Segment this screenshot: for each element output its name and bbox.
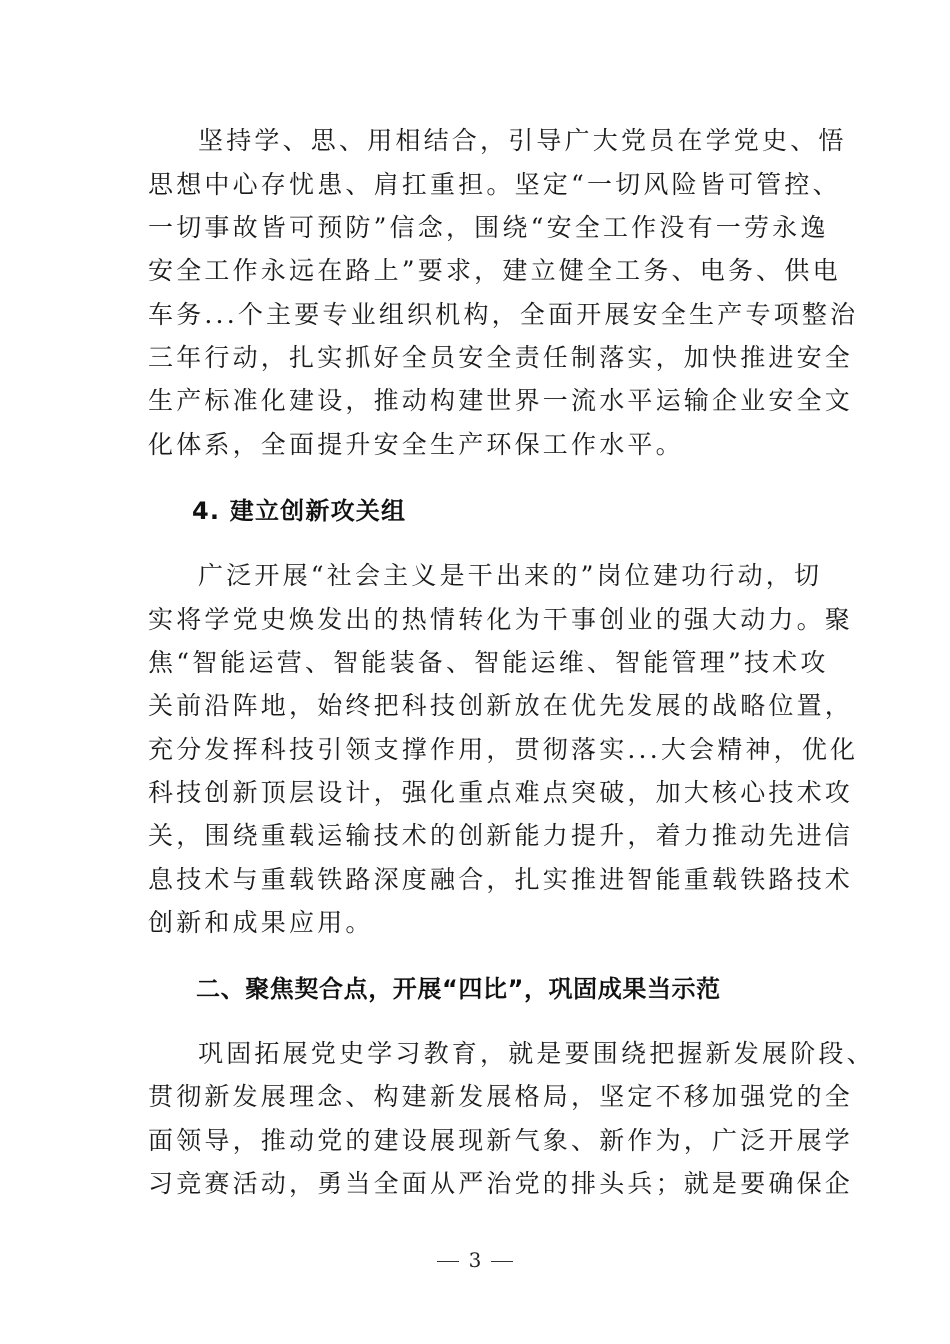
text-line: 面领导，推动党的建设展现新气象、新作为，广泛开展学	[148, 1126, 854, 1155]
text-line: 关前沿阵地，始终把科技创新放在优先发展的战略位置，	[148, 691, 854, 720]
text-line: 一切事故皆可预防”信念，围绕“安全工作没有一劳永逸	[148, 213, 829, 242]
page-number-dash-left	[437, 1261, 459, 1262]
text-line: 巩固拓展党史学习教育，就是要围绕把握新发展阶段、	[198, 1039, 875, 1068]
text-line: 实将学党史焕发出的热情转化为干事创业的强大动力。聚	[148, 605, 854, 634]
text-line: 化体系，全面提升安全生产环保工作水平。	[148, 430, 684, 459]
text-line: 习竞赛活动，勇当全面从严治党的排头兵；就是要确保企	[148, 1169, 854, 1198]
page-number-dash-right	[491, 1261, 513, 1262]
text-line: 贯彻新发展理念、构建新发展格局，坚定不移加强党的全	[148, 1082, 854, 1111]
text-line: 安全工作永远在路上”要求，建立健全工务、电务、供电	[148, 256, 841, 285]
text-line: 关，围绕重载运输技术的创新能力提升，着力推动先进信	[148, 821, 854, 850]
subsection-heading: 4. 建立创新攻关组	[192, 497, 407, 525]
text-line: 科技创新顶层设计，强化重点难点突破，加大核心技术攻	[148, 778, 854, 807]
text-line: 生产标准化建设，推动构建世界一流水平运输企业安全文	[148, 386, 854, 415]
text-line: 广泛开展“社会主义是干出来的”岗位建功行动，切	[198, 561, 823, 590]
text-line: 创新和成果应用。	[148, 908, 374, 937]
text-line: 车务...个主要专业组织机构，全面开展安全生产专项整治	[148, 300, 859, 329]
page-number	[0, 1247, 950, 1273]
text-line: 焦“智能运营、智能装备、智能运维、智能管理”技术攻	[148, 648, 829, 677]
section-heading: 二、聚焦契合点，开展“四比”，巩固成果当示范	[196, 975, 721, 1003]
text-line: 充分发挥科技引领支撑作用，贯彻落实...大会精神，优化	[148, 735, 859, 764]
page-number-value: 3	[468, 1248, 482, 1272]
text-line: 思想中心存忧患、肩扛重担。坚定“一切风险皆可管控、	[148, 170, 841, 199]
text-line: 三年行动，扎实抓好全员安全责任制落实，加快推进安全	[148, 343, 854, 372]
text-line: 坚持学、思、用相结合，引导广大党员在学党史、悟	[198, 126, 847, 155]
text-line: 息技术与重载铁路深度融合，扎实推进智能重载铁路技术	[148, 865, 854, 894]
